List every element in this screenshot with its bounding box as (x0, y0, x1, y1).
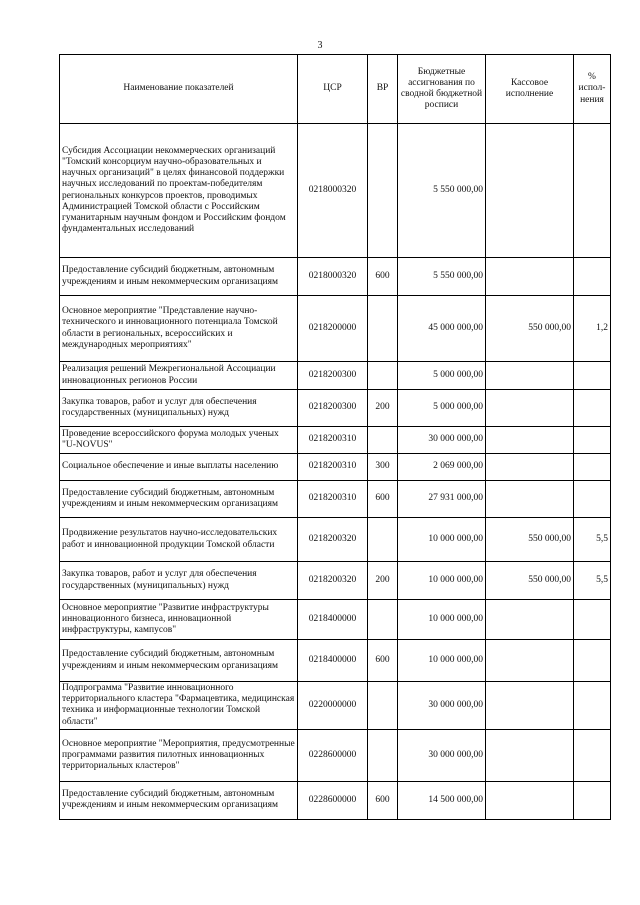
table-row (60, 600, 611, 640)
row-cash (486, 390, 574, 427)
row-csr: 0218200310 (298, 481, 368, 518)
row-percent (574, 481, 611, 518)
header-budget: Бюджетные ассигнования по сводной бюджетной росписи (398, 55, 486, 124)
row-csr: 0218200310 (298, 427, 368, 454)
row-percent (574, 390, 611, 427)
row-name: Основное мероприятие "Представление научно-технического и инновационного потенциала Томской области в региональных, всероссийских и международных мероприятиях" (60, 296, 298, 362)
row-vr (368, 682, 398, 730)
header-row (60, 55, 611, 124)
row-csr: 0218200310 (298, 454, 368, 481)
table-row (60, 562, 611, 600)
row-name: Предоставление субсидий бюджетным, автономным учреждениям и иным некоммерческим организациям (60, 640, 298, 682)
row-vr: 600 (368, 640, 398, 682)
row-cash: 550 000,00 (486, 518, 574, 562)
row-percent (574, 124, 611, 258)
row-cash (486, 258, 574, 296)
row-csr: 0218400000 (298, 640, 368, 682)
row-budget: 2 069 000,00 (398, 454, 486, 481)
row-budget: 5 550 000,00 (398, 258, 486, 296)
row-name: Закупка товаров, работ и услуг для обеспечения государственных (муниципальных) нужд (60, 562, 298, 600)
row-csr: 0218200320 (298, 562, 368, 600)
row-cash: 550 000,00 (486, 296, 574, 362)
row-csr: 0228600000 (298, 729, 368, 781)
row-percent (574, 362, 611, 390)
row-cash (486, 362, 574, 390)
row-cash (486, 427, 574, 454)
table-row (60, 640, 611, 682)
row-name: Подпрограмма "Развитие инновационного территориального кластера "Фармацевтика, медицинская техника и информационные технологии Томской области" (60, 682, 298, 730)
row-cash (486, 481, 574, 518)
table-row (60, 124, 611, 258)
row-csr: 0228600000 (298, 781, 368, 819)
header-name: Наименование показателей (60, 55, 298, 124)
row-percent (574, 600, 611, 640)
row-csr: 0218400000 (298, 600, 368, 640)
row-budget: 30 000 000,00 (398, 427, 486, 454)
row-budget: 5 550 000,00 (398, 124, 486, 258)
table-row (60, 729, 611, 781)
table-row (60, 390, 611, 427)
row-cash (486, 729, 574, 781)
row-percent: 5,5 (574, 518, 611, 562)
row-name: Закупка товаров, работ и услуг для обеспечения государственных (муниципальных) нужд (60, 390, 298, 427)
row-vr: 600 (368, 481, 398, 518)
row-vr: 600 (368, 781, 398, 819)
row-percent (574, 258, 611, 296)
row-cash (486, 640, 574, 682)
row-vr: 600 (368, 258, 398, 296)
header-csr: ЦСР (298, 55, 368, 124)
row-vr (368, 600, 398, 640)
row-vr (368, 362, 398, 390)
row-percent: 1,2 (574, 296, 611, 362)
row-vr: 300 (368, 454, 398, 481)
row-cash (486, 682, 574, 730)
row-csr: 0218200320 (298, 518, 368, 562)
row-budget: 10 000 000,00 (398, 562, 486, 600)
row-budget: 10 000 000,00 (398, 600, 486, 640)
row-cash (486, 600, 574, 640)
row-cash (486, 454, 574, 481)
row-cash (486, 781, 574, 819)
table-row (60, 454, 611, 481)
budget-table (59, 54, 611, 820)
row-budget: 10 000 000,00 (398, 640, 486, 682)
row-csr: 0218200300 (298, 390, 368, 427)
page-number: 3 (317, 40, 323, 51)
row-name: Предоставление субсидий бюджетным, автономным учреждениям и иным некоммерческим организациям (60, 481, 298, 518)
row-vr (368, 729, 398, 781)
table-row (60, 296, 611, 362)
row-budget: 30 000 000,00 (398, 729, 486, 781)
row-vr (368, 427, 398, 454)
row-budget: 45 000 000,00 (398, 296, 486, 362)
row-vr (368, 518, 398, 562)
row-name: Основное мероприятие "Мероприятия, предусмотренные программами развития пилотных инновационных территориальных кластеров" (60, 729, 298, 781)
row-cash: 550 000,00 (486, 562, 574, 600)
row-name: Реализация решений Межрегиональной Ассоциации инновационных регионов России (60, 362, 298, 390)
row-name: Социальное обеспечение и иные выплаты населению (60, 454, 298, 481)
header-percent: % испол-нения (574, 55, 611, 124)
row-budget: 14 500 000,00 (398, 781, 486, 819)
row-csr: 0218200000 (298, 296, 368, 362)
row-budget: 30 000 000,00 (398, 682, 486, 730)
row-vr: 200 (368, 562, 398, 600)
row-vr (368, 124, 398, 258)
row-percent (574, 427, 611, 454)
table-row (60, 518, 611, 562)
header-vr: ВР (368, 55, 398, 124)
table-row (60, 362, 611, 390)
row-budget: 5 000 000,00 (398, 390, 486, 427)
row-cash (486, 124, 574, 258)
row-csr: 0218000320 (298, 258, 368, 296)
row-csr: 0218000320 (298, 124, 368, 258)
header-cash: Кассовое исполнение (486, 55, 574, 124)
row-budget: 27 931 000,00 (398, 481, 486, 518)
row-vr: 200 (368, 390, 398, 427)
row-percent (574, 454, 611, 481)
row-budget: 10 000 000,00 (398, 518, 486, 562)
row-name: Предоставление субсидий бюджетным, автономным учреждениям и иным некоммерческим организациям (60, 781, 298, 819)
table-row (60, 682, 611, 730)
row-percent (574, 682, 611, 730)
row-csr: 0220000000 (298, 682, 368, 730)
row-csr: 0218200300 (298, 362, 368, 390)
row-name: Основное мероприятие "Развитие инфраструктуры инновационного бизнеса, инновационной инфраструктуры, кампусов" (60, 600, 298, 640)
row-percent (574, 640, 611, 682)
table-row (60, 427, 611, 454)
row-name: Проведение всероссийского форума молодых ученых "U-NOVUS" (60, 427, 298, 454)
row-percent (574, 729, 611, 781)
row-percent (574, 781, 611, 819)
table-row (60, 481, 611, 518)
row-percent: 5,5 (574, 562, 611, 600)
row-name: Продвижение результатов научно-исследовательских работ и инновационной продукции Томской области (60, 518, 298, 562)
row-name: Субсидия Ассоциации некоммерческих организаций "Томский консорциум научно-образовательных и научных организаций" в целях финансовой поддержки научных исследований по проектам-победителям региональных конкурсов проектов, проводимых Администрацией Томской области с Российским гуманитарным научным фондом и Российским фондом фундаментальных исследований (60, 124, 298, 258)
table-row (60, 781, 611, 819)
row-name: Предоставление субсидий бюджетным, автономным учреждениям и иным некоммерческим организациям (60, 258, 298, 296)
table-row (60, 258, 611, 296)
row-vr (368, 296, 398, 362)
row-budget: 5 000 000,00 (398, 362, 486, 390)
